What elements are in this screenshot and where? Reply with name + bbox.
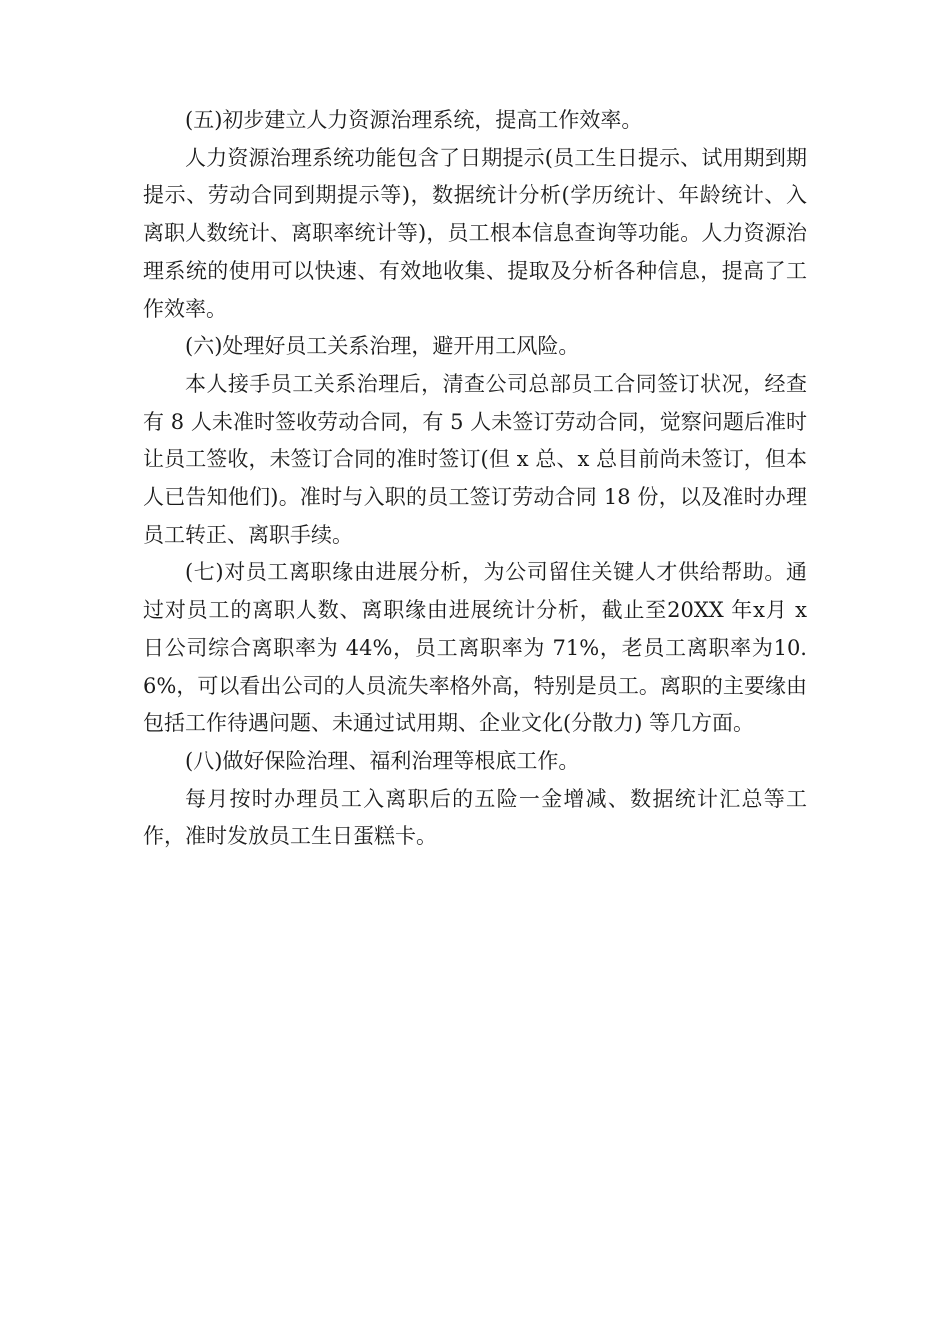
section-heading-8: (八)做好保险治理、福利治理等根底工作。	[185, 748, 580, 773]
paragraph-employee-relations: 本人接手员工关系治理后，清查公司总部员工合同签订状况，经查有 8 人未准时签收劳动合同，有 5 人未签订劳动合同，觉察问题后准时让员工签收，未签订合同的准时签订(但 x 总、x 总目前尚未签订，但本人已告知他们)。准时与入职的员工签订劳动合同 18 份，以及准时办理员工转正、离职手续。	[143, 371, 807, 547]
paragraph-insurance-welfare: 每月按时办理员工入离职后的五险一金增减、数据统计汇总等工作，准时发放员工生日蛋糕卡。	[143, 786, 807, 849]
document-body	[143, 102, 807, 856]
paragraph-hr-system: 人力资源治理系统功能包含了日期提示(员工生日提示、试用期到期提示、劳动合同到期提示等)，数据统计分析(学历统计、年龄统计、入离职人数统计、离职率统计等)，员工根本信息查询等功能。人力资源治理系统的使用可以快速、有效地收集、提取及分析各种信息，提高了工作效率。	[143, 145, 807, 321]
section-heading-5: (五)初步建立人力资源治理系统，提高工作效率。	[185, 108, 643, 132]
section-heading-6: (六)处理好员工关系治理，避开用工风险。	[185, 334, 580, 359]
paragraph-turnover-analysis: (七)对员工离职缘由进展分析，为公司留住关键人才供给帮助。通过对员工的离职人数、离职缘由进展统计分析，截止至20XX 年x月 x 日公司综合离职率为 44%，员工离职率为 71%，老员工离职率为10.6%，可以看出公司的人员流失率格外高，特别是员工。离职的主要缘由包括工作待遇问题、未通过试用期、企业文化(分散力) 等几方面。	[143, 560, 807, 736]
